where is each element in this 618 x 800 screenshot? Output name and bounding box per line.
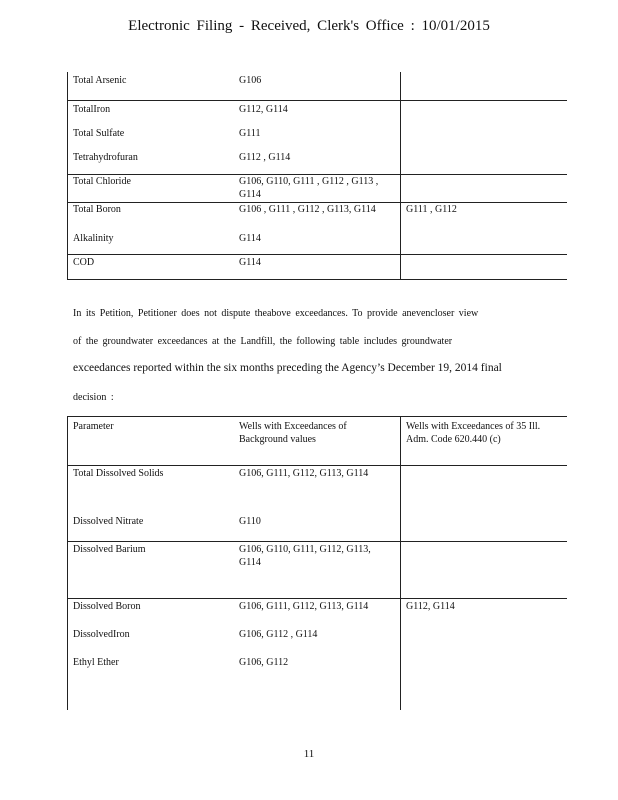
table-cell: G114 [239, 257, 261, 268]
table1-rule [67, 100, 567, 101]
table1-divider [67, 72, 68, 280]
table-cell: G106 [239, 75, 262, 86]
table-cell: Total Dissolved Solids [73, 468, 164, 479]
table-cell: COD [73, 257, 95, 268]
table-cell: Total Sulfate [73, 128, 125, 139]
table2-divider [67, 416, 68, 710]
table1-divider [400, 72, 401, 280]
table-cell: G106, G110, G111, G112, G113, G114 [239, 544, 371, 568]
table2-rule [67, 416, 567, 417]
table-cell: Dissolved Nitrate [73, 516, 144, 527]
table-cell: G110 [239, 516, 261, 527]
table1-rule [67, 279, 567, 280]
table-cell: G112, G114 [239, 104, 288, 115]
table-cell: G106 , G111 , G112 , G113, G114 [239, 204, 376, 215]
column-header-parameter: Parameter [73, 421, 114, 432]
table-cell: G106, G112 [239, 657, 289, 668]
table2-rule [67, 465, 567, 466]
page-number: 11 [303, 748, 315, 760]
table-cell: Dissolved Boron [73, 601, 141, 612]
table2-rule [67, 541, 567, 542]
table-cell: Total Boron [73, 204, 121, 215]
table-cell: Ethyl Ether [73, 657, 119, 668]
column-header-standard: Wells with Exceedances of 35 Ill. Adm. Code 620.440 (c) [406, 421, 541, 445]
paragraph-line: of the groundwater exceedances at the Landfill, the following table includes groundwater [73, 336, 453, 347]
table-cell: G111 , G112 [406, 204, 457, 215]
table-cell: Total Chloride [73, 176, 131, 187]
paragraph-line: In its Petition, Petitioner does not dispute theabove exceedances. To provide anevencloser view [73, 308, 479, 319]
table-cell: G114 [239, 233, 261, 244]
paragraph-line: exceedances reported within the six months preceding the Agency’s December 19, 2014 final [73, 362, 502, 374]
table-cell: Total Arsenic [73, 75, 127, 86]
column-header-background: Wells with Exceedances of Background values [239, 421, 347, 445]
table-cell: G112 , G114 [239, 152, 291, 163]
table2-divider [400, 416, 401, 710]
table1-rule [67, 254, 567, 255]
table-cell: G106, G111, G112, G113, G114 [239, 468, 369, 479]
table2-rule [67, 598, 567, 599]
table-cell: DissolvedIron [73, 629, 130, 640]
table-cell: G106, G110, G111 , G112 , G113 , G114 [239, 176, 379, 200]
table-cell: Tetrahydrofuran [73, 152, 138, 163]
table-cell: Dissolved Barium [73, 544, 146, 555]
table-cell: G112, G114 [406, 601, 455, 612]
filing-header: Electronic Filing - Received, Clerk's Office : 10/01/2015 [128, 18, 490, 34]
table-cell: G106, G112 , G114 [239, 629, 318, 640]
table-cell: Alkalinity [73, 233, 114, 244]
paragraph-line: decision : [73, 392, 114, 403]
table-cell: TotalIron [73, 104, 111, 115]
table-cell: G111 [239, 128, 261, 139]
table-cell: G106, G111, G112, G113, G114 [239, 601, 369, 612]
